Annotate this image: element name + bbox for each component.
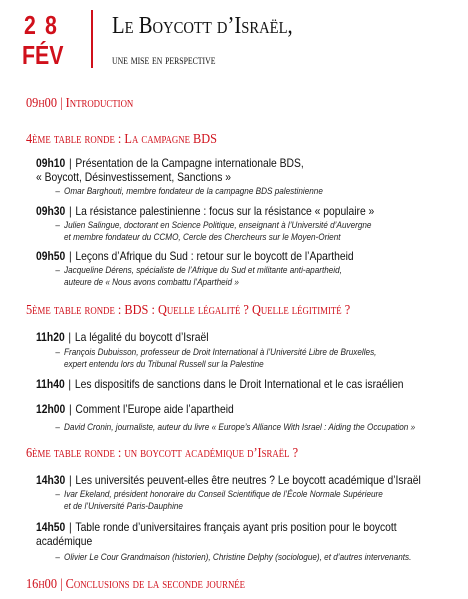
program-item: [36, 330, 466, 344]
item-time: 14h50: [36, 520, 66, 534]
section-table-ronde-5: 5ème table ronde : BDS : Quelle légalité ? Quelle légitimité ?: [26, 303, 351, 318]
speaker-note: [55, 552, 412, 564]
item-title: La légalité du boycott d’Israël: [74, 330, 209, 344]
page-subtitle: une mise en perspective: [112, 52, 216, 67]
event-header: [0, 0, 468, 80]
item-time: 12h00: [36, 402, 66, 416]
page-title: Le Boycott d’Israël,: [112, 13, 293, 39]
item-separator: |: [66, 402, 75, 416]
dash-icon: –: [55, 186, 60, 197]
item-separator: |: [66, 156, 75, 170]
item-title: Comment l’Europe aide l’apartheid: [75, 402, 234, 416]
item-title: Présentation de la Campagne internationale BDS,: [75, 156, 304, 170]
speaker-line: François Dubuisson, professeur de Droit International à l’Université Libre de Bruxelles,: [64, 347, 377, 358]
event-date-month: FÉV: [22, 40, 64, 70]
speaker-note: [55, 186, 323, 198]
speaker-line: Olivier Le Cour Grandmaison (historien), Christine Delphy (sociologue), et d’autres intervenants.: [64, 552, 412, 563]
speaker-note: [55, 220, 372, 244]
dash-icon: –: [55, 220, 60, 231]
program-item: [36, 249, 466, 263]
item-separator: |: [66, 473, 75, 487]
section-table-ronde-4: 4ème table ronde : La campagne BDS: [26, 132, 218, 147]
section-conclusions: 16h00 | Conclusions de la seconde journée: [26, 577, 246, 592]
section-table-ronde-6: 6ème table ronde : un boycott académique d’Israël ?: [26, 446, 299, 461]
item-title: Les universités peuvent-elles être neutres ? Le boycott académique d’Israël: [75, 473, 421, 487]
speaker-line: Julien Salingue, doctorant en Science Politique, enseignant à l’Université d’Auvergne: [64, 220, 372, 231]
speaker-note: [55, 489, 383, 513]
header-divider: [91, 10, 93, 68]
speaker-line: Ivar Ekeland, président honoraire du Conseil Scientifique de l’École Normale Supérieure: [64, 489, 383, 500]
program-item: [36, 520, 466, 548]
speaker-line: et membre fondateur du CCMO, Cercle des Chercheurs sur le Moyen-Orient: [64, 232, 341, 243]
dash-icon: –: [55, 422, 60, 433]
item-time: 11h20: [36, 330, 65, 344]
speaker-note: [55, 265, 342, 289]
item-time: 11h40: [36, 377, 65, 391]
item-title: La résistance palestinienne : focus sur la résistance « populaire »: [75, 204, 375, 218]
speaker-line: et de l’Université Paris-Dauphine: [64, 501, 183, 512]
dash-icon: –: [55, 552, 60, 563]
speaker-line: expert entendu lors du Tribunal Russell sur la Palestine: [64, 359, 264, 370]
item-time: 09h30: [36, 204, 66, 218]
item-time: 09h10: [36, 156, 66, 170]
program-item: [36, 473, 466, 487]
item-separator: |: [65, 330, 74, 344]
item-title-cont: « Boycott, Désinvestissement, Sanctions »: [36, 170, 232, 184]
item-title-cont: académique: [36, 534, 93, 548]
program-item: [36, 204, 466, 218]
dash-icon: –: [55, 347, 60, 358]
speaker-line: auteure de « Nous avons combattu l’Apartheid »: [64, 277, 239, 288]
item-separator: |: [66, 204, 75, 218]
item-title: Leçons d’Afrique du Sud : retour sur le boycott de l’Apartheid: [75, 249, 354, 263]
item-separator: |: [65, 377, 74, 391]
speaker-line: Omar Barghouti, membre fondateur de la campagne BDS palestinienne: [64, 186, 323, 197]
item-separator: |: [66, 520, 75, 534]
program-item: [36, 402, 466, 416]
program-item: [36, 156, 466, 184]
speaker-line: David Cronin, journaliste, auteur du livre « Europe’s Alliance With Israel : Aiding the Occupation »: [64, 422, 416, 433]
section-introduction: 09h00 | Introduction: [26, 96, 134, 111]
dash-icon: –: [55, 265, 60, 276]
item-separator: |: [66, 249, 75, 263]
speaker-line: Jacqueline Dérens, spécialiste de l’Afrique du Sud et militante anti-apartheid,: [64, 265, 342, 276]
item-title: Table ronde d’universitaires français ayant pris position pour le boycott: [75, 520, 397, 534]
speaker-note: [55, 422, 416, 434]
speaker-note: [55, 347, 377, 371]
dash-icon: –: [55, 489, 60, 500]
item-title: Les dispositifs de sanctions dans le Droit International et le cas israélien: [74, 377, 404, 391]
event-date-day: 2 8: [24, 10, 59, 40]
item-time: 14h30: [36, 473, 66, 487]
item-time: 09h50: [36, 249, 66, 263]
program-item: [36, 377, 466, 391]
